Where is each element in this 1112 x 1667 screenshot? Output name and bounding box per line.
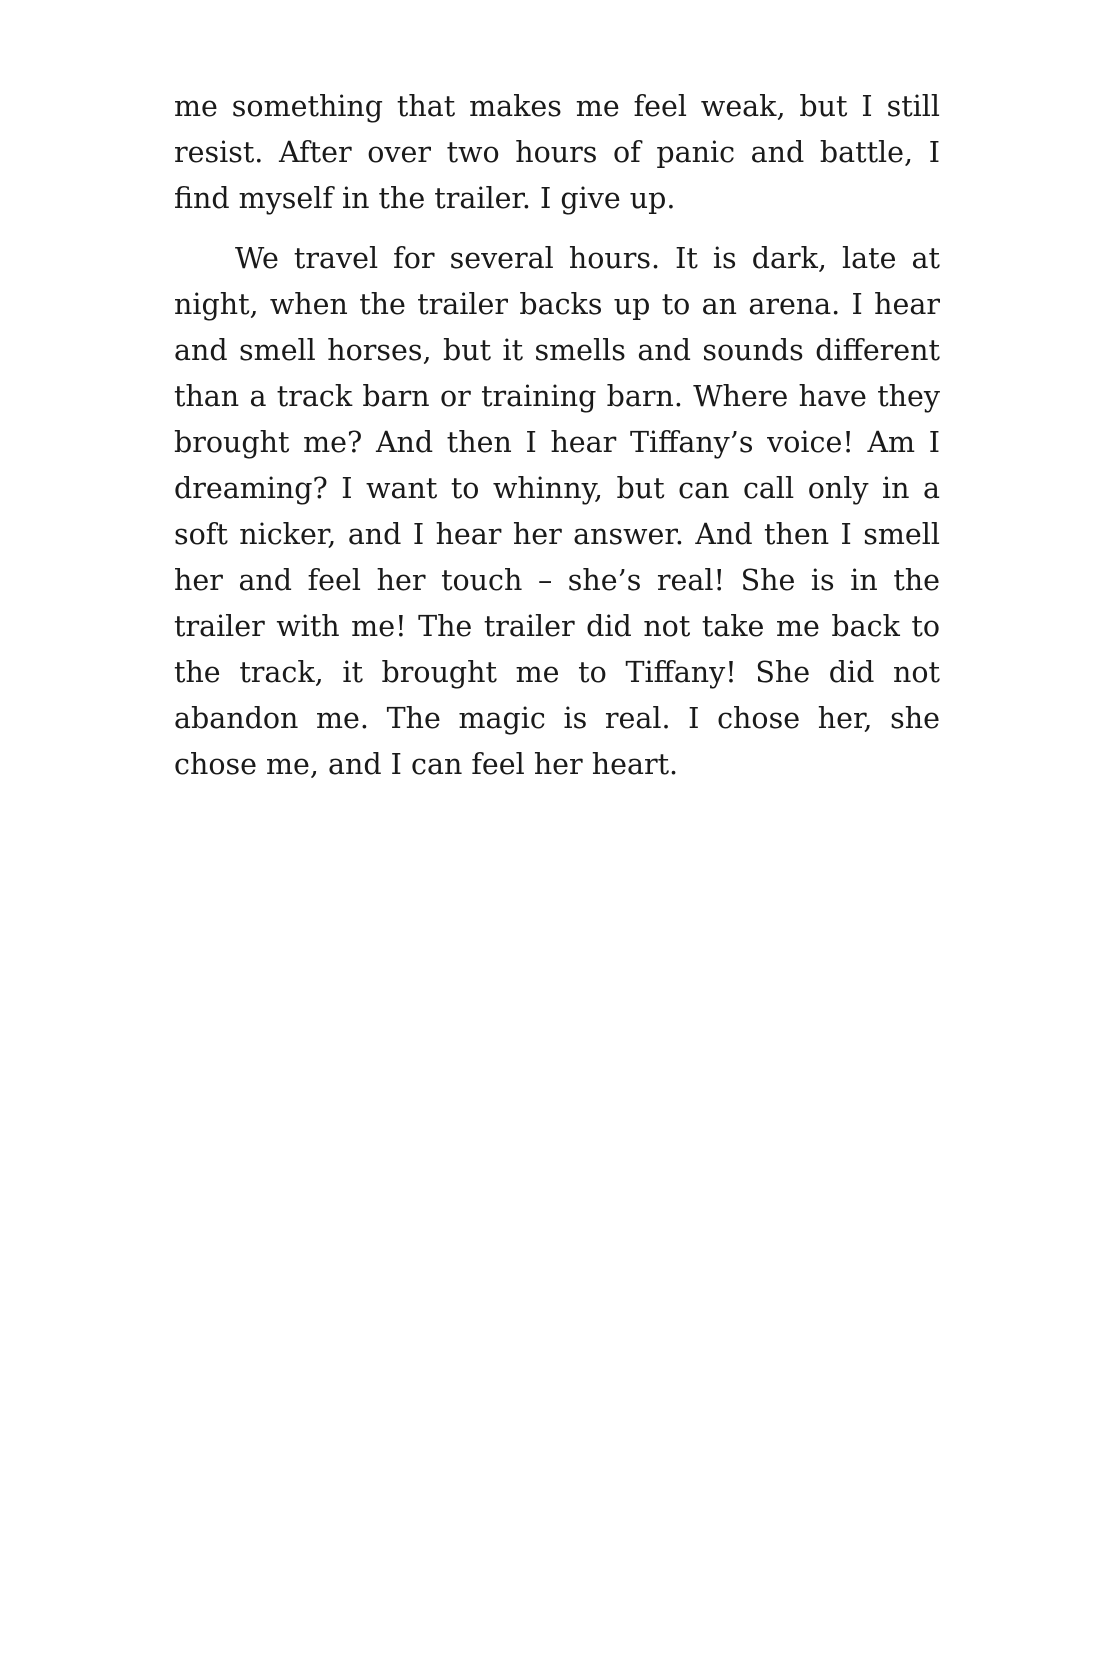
paragraph-continued: me something that makes me feel weak, but I still resist. After over two hours of panic and battle, I find myself in the trailer. I give up. xyxy=(174,90,940,215)
page-text xyxy=(174,84,940,802)
paragraph: We travel for several hours. It is dark, late at night, when the trailer backs up to an arena. I hear and smell horses, but it smells and sounds different than a track barn or training barn. Where have they brought me? And then I hear Tiffany’s voice! Am I dreaming? I want to whinny, but can call only in a soft nicker, and I hear her answer. And then I smell her and feel her touch – she’s real! She is in the trailer with me! The trailer did not take me back to the track, it brought me to Tiffany! She did not abandon me. The magic is real. I chose her, she chose me, and I can feel her heart. xyxy=(174,242,940,781)
